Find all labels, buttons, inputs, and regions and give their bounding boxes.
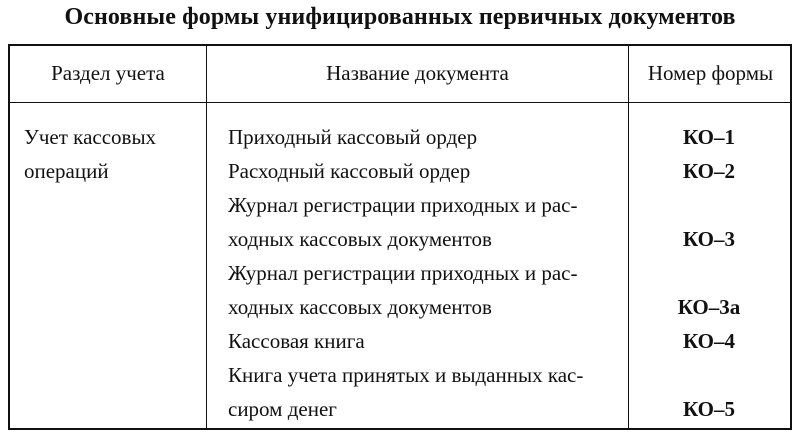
section-line-2: операций: [24, 159, 109, 183]
header-form-number: Номер формы: [647, 61, 774, 85]
section-line-1: Учет кассовых: [24, 125, 157, 149]
doc-row-3-line-1: Журнал регистрации приходных и рас-: [228, 193, 578, 217]
form-number-2: КО–2: [682, 159, 736, 183]
documents-table: [8, 44, 792, 430]
doc-row-1-line-1: Приходный кассовый ордер: [228, 125, 478, 149]
column-divider-1: [206, 46, 207, 428]
doc-row-6-line-1: Книга учета принятых и выданных кас-: [228, 363, 584, 387]
header-doc-name: Название документа: [326, 61, 509, 85]
form-number-1: КО–1: [682, 125, 736, 149]
doc-row-6-line-2: сиром денег: [228, 397, 337, 421]
column-divider-2: [628, 46, 629, 428]
page-title: Основные формы унифицированных первичных документов: [64, 4, 736, 30]
form-number-4: КО–3а: [677, 295, 741, 319]
form-number-3: КО–3: [682, 227, 736, 251]
form-number-6: КО–5: [682, 397, 736, 421]
form-number-5: КО–4: [682, 329, 736, 353]
doc-row-5-line-1: Кассовая книга: [228, 329, 365, 353]
header-section: Раздел учета: [51, 61, 165, 85]
doc-row-2-line-1: Расходный кассовый ордер: [228, 159, 471, 183]
doc-row-3-line-2: ходных кассовых документов: [228, 227, 492, 251]
header-divider: [10, 102, 790, 103]
doc-row-4-line-1: Журнал регистрации приходных и рас-: [228, 261, 578, 285]
doc-row-4-line-2: ходных кассовых документов: [228, 295, 492, 319]
